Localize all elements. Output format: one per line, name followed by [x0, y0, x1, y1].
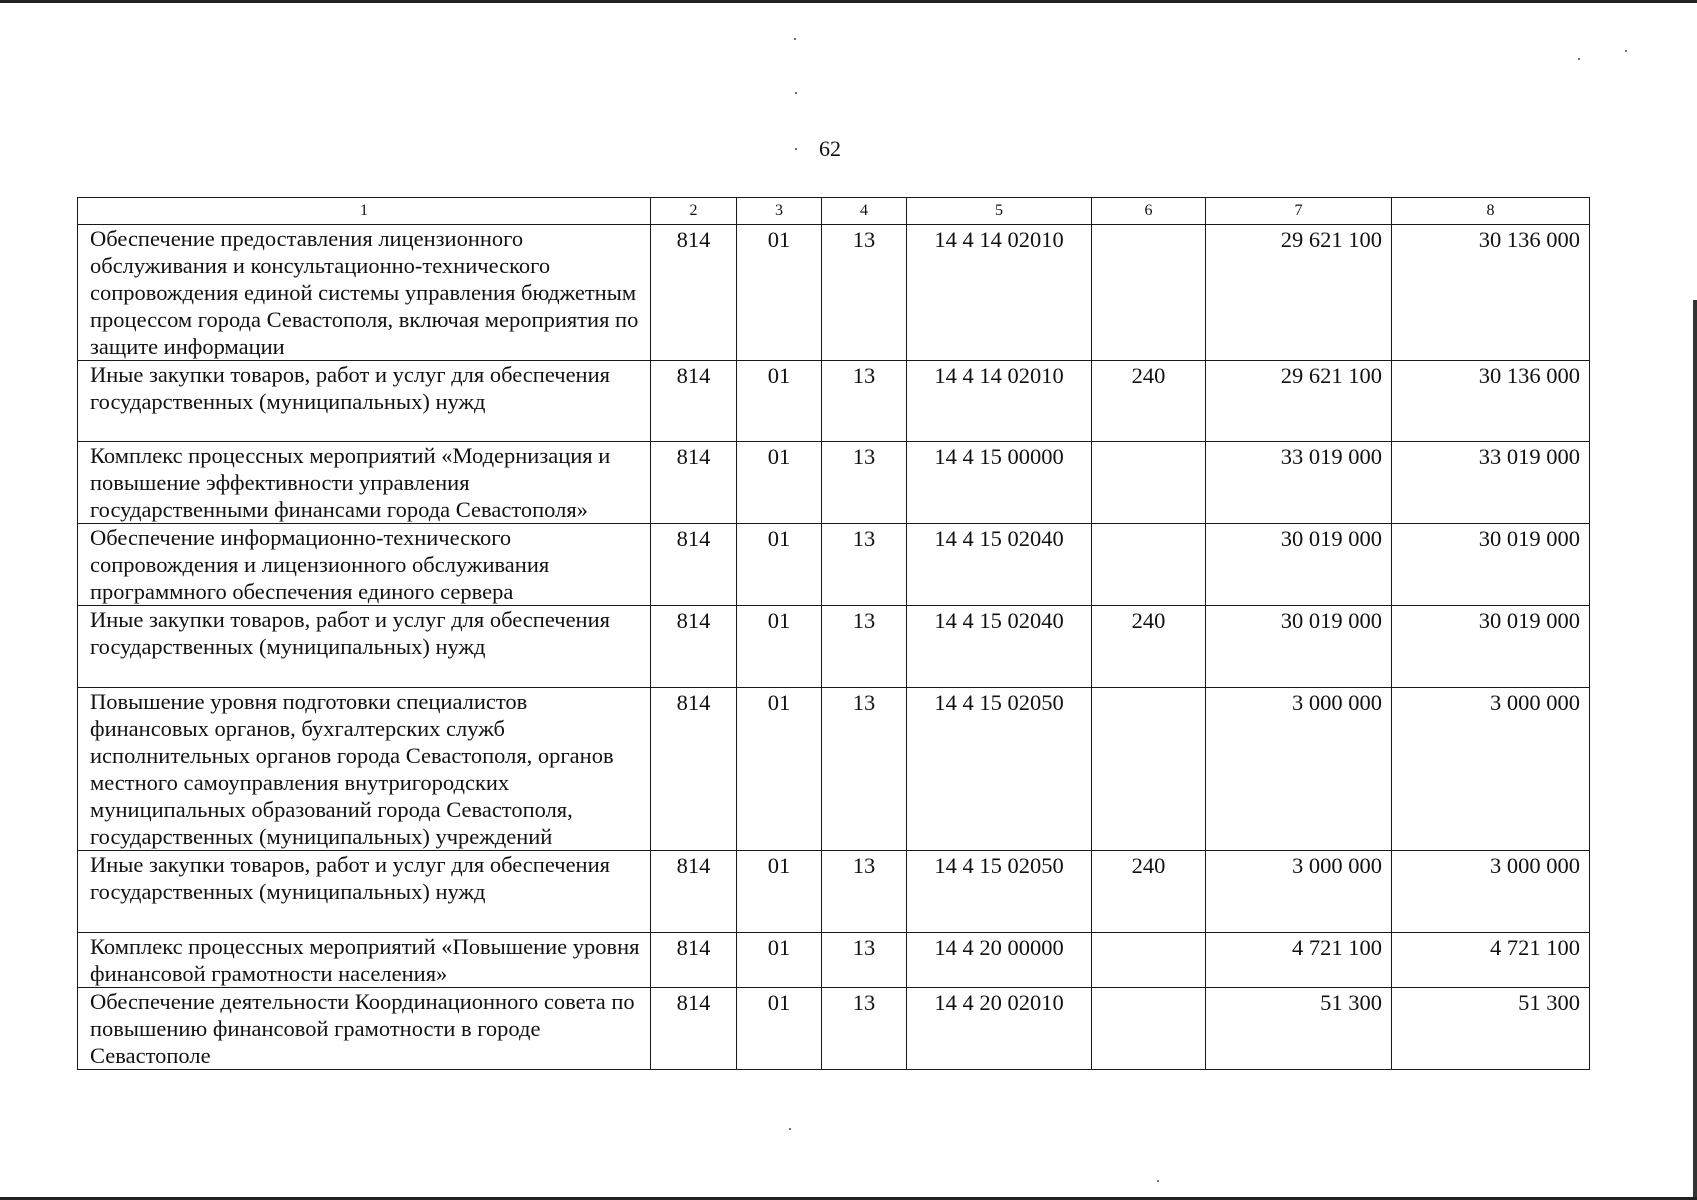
cell-c5: 14 4 15 02040 [907, 524, 1092, 606]
scan-speck [794, 38, 796, 40]
cell-c7: 3 000 000 [1206, 851, 1392, 933]
scan-speck [1625, 50, 1627, 52]
scan-edge-top [0, 0, 1697, 3]
cell-c8: 51 300 [1392, 988, 1590, 1070]
cell-c3: 01 [737, 524, 822, 606]
column-header: 7 [1206, 198, 1392, 225]
cell-c7: 30 019 000 [1206, 524, 1392, 606]
cell-c8: 30 019 000 [1392, 524, 1590, 606]
column-header: 1 [78, 198, 651, 225]
row-name: Обеспечение предоставления лицензионного обслуживания и консультационно-технического сопровождения единой системы управления бюджетным процессом города Севастополя, включая мероприятия по защите информации [78, 225, 651, 361]
column-header: 4 [822, 198, 907, 225]
cell-c3: 01 [737, 851, 822, 933]
cell-c5: 14 4 20 02010 [907, 988, 1092, 1070]
row-name: Обеспечение информационно-технического сопровождения и лицензионного обслуживания программного обеспечения единого сервера [78, 524, 651, 606]
row-name: Иные закупки товаров, работ и услуг для обеспечения государственных (муниципальных) нужд [78, 851, 651, 933]
column-header: 6 [1092, 198, 1206, 225]
cell-c5: 14 4 14 02010 [907, 361, 1092, 442]
cell-c4: 13 [822, 988, 907, 1070]
cell-c3: 01 [737, 933, 822, 988]
row-name: Комплекс процессных мероприятий «Модернизация и повышение эффективности управления государственными финансами города Севастополя» [78, 442, 651, 524]
cell-c6 [1092, 688, 1206, 851]
cell-c2: 814 [651, 606, 737, 688]
scan-speck [789, 1128, 791, 1130]
table-row [78, 988, 1590, 1070]
cell-c4: 13 [822, 606, 907, 688]
budget-table [77, 197, 1590, 1070]
cell-c2: 814 [651, 524, 737, 606]
row-name: Комплекс процессных мероприятий «Повышение уровня финансовой грамотности населения» [78, 933, 651, 988]
scan-speck [795, 148, 797, 150]
cell-c6 [1092, 225, 1206, 361]
cell-c3: 01 [737, 442, 822, 524]
cell-c7: 30 019 000 [1206, 606, 1392, 688]
cell-c2: 814 [651, 361, 737, 442]
table-row [78, 442, 1590, 524]
cell-c5: 14 4 20 00000 [907, 933, 1092, 988]
row-name: Повышение уровня подготовки специалистов финансовых органов, бухгалтерских служб исполнительных органов города Севастополя, органов местного самоуправления внутригородских муниципальных образований города Севастополя, государственных (муниципальных) учреждений [78, 688, 651, 851]
cell-c6: 240 [1092, 851, 1206, 933]
cell-c3: 01 [737, 225, 822, 361]
cell-c7: 33 019 000 [1206, 442, 1392, 524]
cell-c7: 4 721 100 [1206, 933, 1392, 988]
cell-c6 [1092, 988, 1206, 1070]
cell-c6 [1092, 524, 1206, 606]
cell-c5: 14 4 15 02050 [907, 851, 1092, 933]
cell-c4: 13 [822, 225, 907, 361]
cell-c4: 13 [822, 851, 907, 933]
cell-c4: 13 [822, 442, 907, 524]
cell-c4: 13 [822, 361, 907, 442]
scan-edge-right [1693, 300, 1697, 1200]
scan-speck [1157, 1180, 1159, 1182]
cell-c6 [1092, 933, 1206, 988]
cell-c5: 14 4 15 00000 [907, 442, 1092, 524]
cell-c6 [1092, 442, 1206, 524]
table-row [78, 524, 1590, 606]
cell-c8: 4 721 100 [1392, 933, 1590, 988]
table-row [78, 933, 1590, 988]
row-name: Иные закупки товаров, работ и услуг для обеспечения государственных (муниципальных) нужд [78, 361, 651, 442]
cell-c3: 01 [737, 988, 822, 1070]
cell-c6: 240 [1092, 361, 1206, 442]
cell-c5: 14 4 15 02040 [907, 606, 1092, 688]
cell-c4: 13 [822, 933, 907, 988]
cell-c4: 13 [822, 688, 907, 851]
cell-c5: 14 4 14 02010 [907, 225, 1092, 361]
cell-c8: 30 019 000 [1392, 606, 1590, 688]
cell-c8: 3 000 000 [1392, 851, 1590, 933]
table-row [78, 225, 1590, 361]
scan-speck [1578, 58, 1580, 60]
cell-c2: 814 [651, 851, 737, 933]
column-header: 2 [651, 198, 737, 225]
column-header: 3 [737, 198, 822, 225]
cell-c7: 3 000 000 [1206, 688, 1392, 851]
cell-c2: 814 [651, 225, 737, 361]
cell-c8: 30 136 000 [1392, 225, 1590, 361]
table-row [78, 606, 1590, 688]
cell-c3: 01 [737, 361, 822, 442]
row-name: Иные закупки товаров, работ и услуг для обеспечения государственных (муниципальных) нужд [78, 606, 651, 688]
cell-c3: 01 [737, 688, 822, 851]
cell-c7: 29 621 100 [1206, 225, 1392, 361]
cell-c6: 240 [1092, 606, 1206, 688]
cell-c2: 814 [651, 933, 737, 988]
row-name: Обеспечение деятельности Координационного совета по повышению финансовой грамотности в городе Севастополе [78, 988, 651, 1070]
table-row [78, 361, 1590, 442]
cell-c8: 33 019 000 [1392, 442, 1590, 524]
page-number: 62 [819, 136, 841, 161]
cell-c5: 14 4 15 02050 [907, 688, 1092, 851]
cell-c2: 814 [651, 442, 737, 524]
cell-c7: 29 621 100 [1206, 361, 1392, 442]
cell-c7: 51 300 [1206, 988, 1392, 1070]
cell-c8: 3 000 000 [1392, 688, 1590, 851]
table-row [78, 688, 1590, 851]
scan-speck [795, 92, 797, 94]
cell-c8: 30 136 000 [1392, 361, 1590, 442]
cell-c3: 01 [737, 606, 822, 688]
header-row [78, 198, 1590, 225]
cell-c2: 814 [651, 688, 737, 851]
cell-c4: 13 [822, 524, 907, 606]
table-row [78, 851, 1590, 933]
column-header: 8 [1392, 198, 1590, 225]
column-header: 5 [907, 198, 1092, 225]
cell-c2: 814 [651, 988, 737, 1070]
